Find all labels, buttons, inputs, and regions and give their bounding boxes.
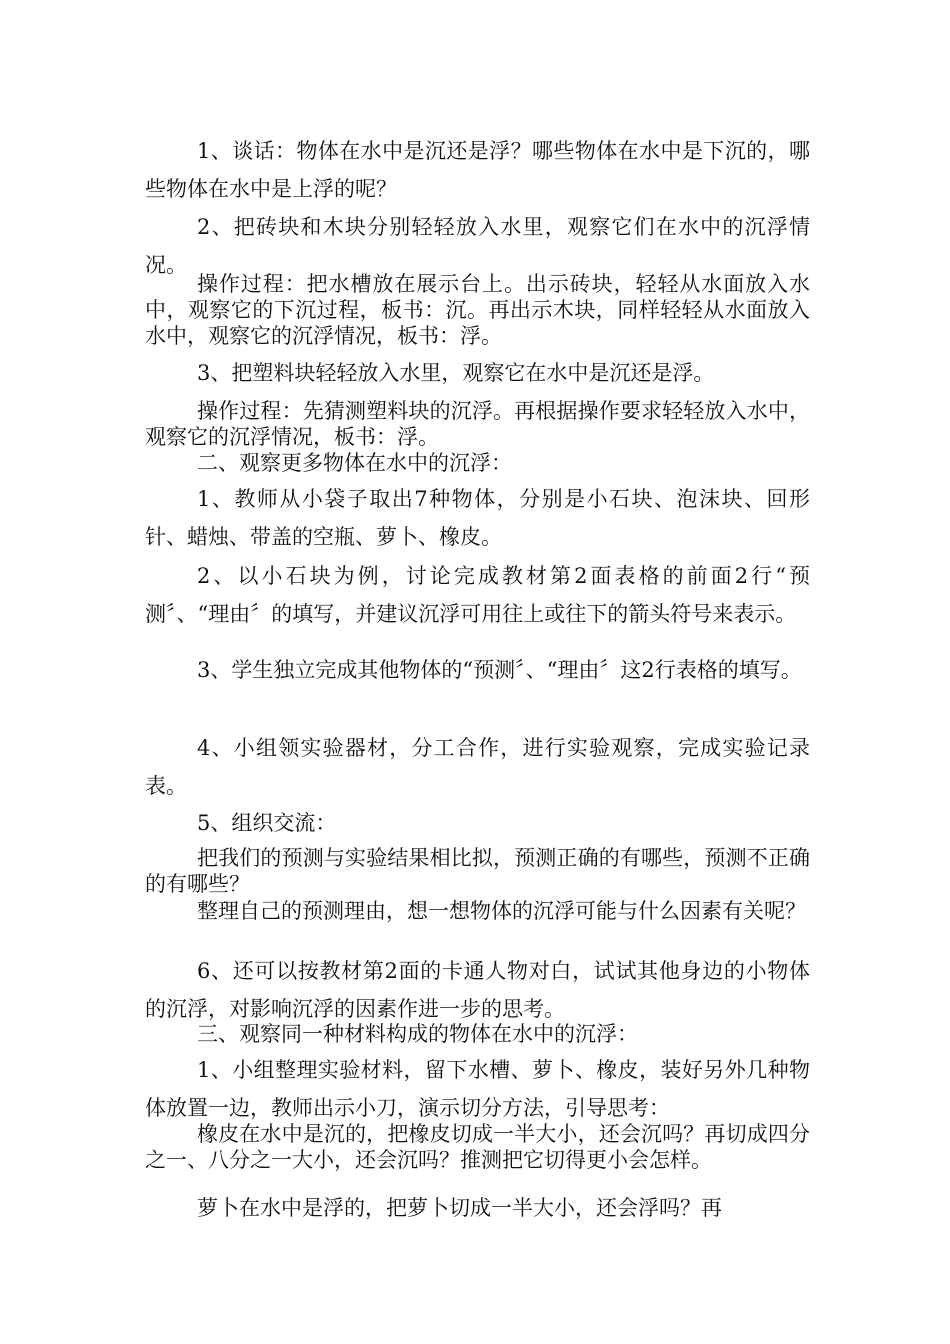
paragraph-2: 2、把砖块和木块分别轻轻放入水里，观察它们在水中的沉浮情况。: [145, 215, 810, 277]
paragraph-3: 操作过程：把水槽放在展示台上。出示砖块，轻轻从水面放入水中，观察它的下沉过程，板书：沉。再出示木块，同样轻轻从水面放入水中，观察它的沉浮情况，板书：浮。: [145, 272, 810, 348]
paragraph-16: 萝卜在水中是浮的，把萝卜切成一半大小，还会浮吗？再: [197, 1196, 722, 1220]
section-heading-3: 三、观察同一种材料构成的物体在水中的沉浮：: [197, 1022, 638, 1046]
section-heading-2: 二、观察更多物体在水中的沉浮：: [197, 451, 512, 475]
paragraph-14: 1、小组整理实验材料，留下水槽、萝卜、橡皮，装好另外几种物体放置一边，教师出示小刀，演示切分方法，引导思考：: [145, 1058, 810, 1120]
paragraph-9: 4、小组领实验器材，分工合作，进行实验观察，完成实验记录表。: [145, 736, 810, 798]
paragraph-11: 把我们的预测与实验结果相比拟，预测正确的有哪些，预测不正确的有哪些？: [145, 846, 810, 896]
paragraph-4: 3、把塑料块轻轻放入水里，观察它在水中是沉还是浮。: [197, 361, 715, 385]
paragraph-10: 5、组织交流：: [197, 811, 337, 835]
paragraph-5: 操作过程：先猜测塑料块的沉浮。再根据操作要求轻轻放入水中，观察它的沉浮情况，板书：浮。: [145, 399, 810, 449]
paragraph-12: 整理自己的预测理由，想一想物体的沉浮可能与什么因素有关呢？: [197, 899, 806, 923]
paragraph-15: 橡皮在水中是沉的，把橡皮切成一半大小，还会沉吗？再切成四分之一、八分之一大小，还会沉吗？推测把它切得更小会怎样。: [145, 1122, 810, 1172]
paragraph-7: 2、以小石块为例，讨论完成教材第2面表格的前面2行“预测〞、“理由〞的填写，并建议沉浮可用往上或往下的箭头符号来表示。: [145, 564, 810, 626]
paragraph-6: 1、教师从小袋子取出7种物体，分别是小石块、泡沫块、回形针、蜡烛、带盖的空瓶、萝卜、橡皮。: [145, 487, 810, 549]
paragraph-13: 6、还可以按教材第2面的卡通人物对白，试试其他身边的小物体的沉浮，对影响沉浮的因素作进一步的思考。: [145, 959, 810, 1021]
paragraph-1: 1、谈话：物体在水中是沉还是浮？哪些物体在水中是下沉的，哪些物体在水中是上浮的呢？: [145, 139, 810, 201]
paragraph-8: 3、学生独立完成其他物体的“预测〞、“理由〞这2行表格的填写。: [197, 658, 802, 682]
